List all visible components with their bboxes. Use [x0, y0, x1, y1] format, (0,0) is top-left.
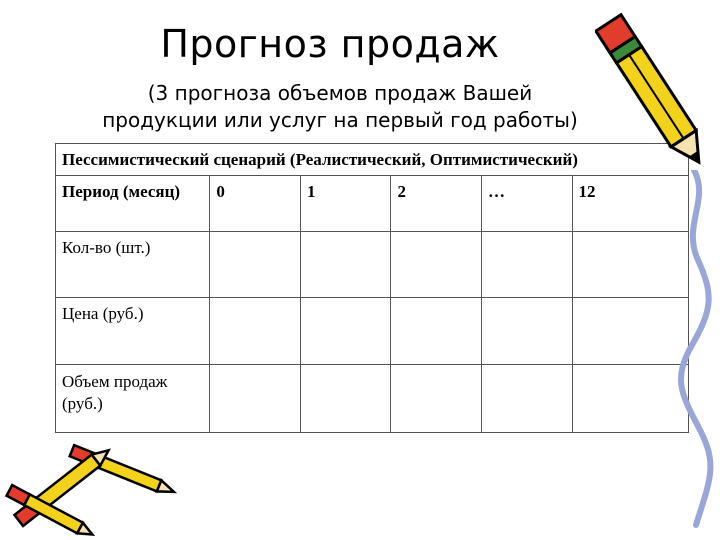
scenario-header-cell: Пессимистический сценарий (Реалистический, Оптимистический) [56, 144, 689, 176]
scribble-line-icon [676, 170, 716, 530]
quantity-cell[interactable] [210, 231, 301, 297]
sales-volume-cell[interactable] [300, 364, 391, 432]
period-cell: … [481, 175, 572, 231]
price-row [56, 298, 689, 364]
price-cell[interactable] [481, 298, 572, 364]
sales-volume-cell[interactable] [572, 364, 688, 432]
sales-volume-cell[interactable] [210, 364, 301, 432]
sales-volume-cell[interactable] [391, 364, 482, 432]
quantity-cell[interactable] [572, 231, 688, 297]
subtitle-line-1: (3 прогноза объемов продаж Вашей [147, 81, 533, 105]
period-label-cell: Период (месяц) [56, 175, 210, 231]
sales-volume-row [56, 364, 689, 432]
sales-forecast-table [55, 143, 689, 433]
period-cell: 1 [300, 175, 391, 231]
period-cell: 0 [210, 175, 301, 231]
sales-volume-cell[interactable] [481, 364, 572, 432]
sales-volume-label-line-2: (руб.) [62, 393, 103, 413]
small-pencils-icon [0, 432, 180, 540]
quantity-row [56, 231, 689, 297]
quantity-cell[interactable] [391, 231, 482, 297]
subtitle-line-2: продукции или услуг на первый год работы) [102, 108, 578, 132]
scenario-header-row [56, 144, 689, 176]
sales-volume-label-line-1: Объем продаж [62, 371, 168, 391]
price-cell[interactable] [391, 298, 482, 364]
price-cell[interactable] [572, 298, 688, 364]
period-cell: 12 [572, 175, 688, 231]
sales-volume-label-cell [56, 364, 210, 432]
price-label-cell: Цена (руб.) [56, 298, 210, 364]
sales-forecast-table-wrap [55, 143, 689, 433]
quantity-cell[interactable] [300, 231, 391, 297]
price-cell[interactable] [300, 298, 391, 364]
quantity-cell[interactable] [481, 231, 572, 297]
period-row [56, 175, 689, 231]
period-cell: 2 [391, 175, 482, 231]
slide-subtitle [30, 80, 650, 134]
slide-title: Прогноз продаж [160, 22, 500, 66]
quantity-label-cell: Кол-во (шт.) [56, 231, 210, 297]
large-pencil-icon [595, 0, 710, 180]
price-cell[interactable] [210, 298, 301, 364]
